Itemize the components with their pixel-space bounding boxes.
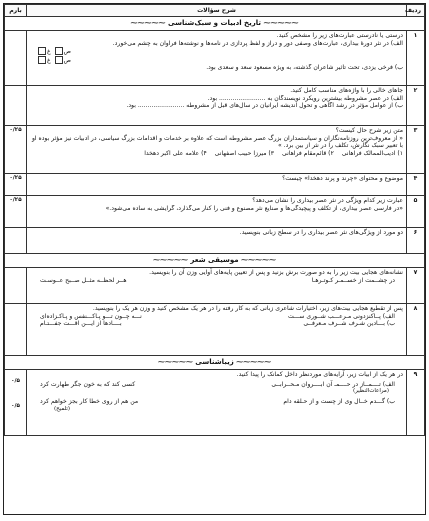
choices [30, 150, 403, 158]
verse-label: الف) [382, 380, 395, 388]
question-row [5, 174, 425, 196]
section-row: ⁓⁓⁓⁓⁓ تاریخ ادبیات و سبک‌شناسی ⁓⁓⁓⁓⁓ [5, 17, 425, 31]
false-checkbox[interactable] [38, 56, 46, 64]
section-title-literature: تاریخ ادبیات و سبک‌شناسی [167, 19, 261, 28]
section-title-prosody: موسیقی شعر [190, 256, 239, 265]
verse-left: کسی کند که به خون جگر طهارت کرد [40, 380, 136, 388]
device-tag: (تلمیح) [54, 405, 71, 412]
question-number: ۸ [407, 304, 425, 356]
statement-b: ب) فرخی یزدی، تحت تأثیر شاعران گذشته، به ویژه مسعود سعد و سعدی بود. [206, 64, 403, 72]
blank-a: الف) در عصر مشروطه بیشترین رویکرد نویسندگان به ........................ بود. [207, 94, 403, 102]
question-text: متن زیر شرح حال کیست؟ [335, 127, 403, 134]
true-label: ص [63, 56, 71, 64]
true-checkbox[interactable] [55, 56, 63, 64]
question-text: پس از تقطیع هجایی بیت‌های زیر، اختیارات شاعری زبانی که به کار رفته را در هر یک مشخص کنید و وزن هر یک را بنویسید. [92, 305, 403, 312]
question-number: ۵ [407, 196, 425, 228]
blank-b: ب) از عوامل مؤثر در رشد آگاهی و تحول اندیشه ایرانیان در سال‌های قبل از مشروطه ........................ بود. [126, 102, 403, 110]
section-title-aesthetics: زیباشناسی [195, 358, 234, 367]
verse-right: در چشــمت از خســمـر کـوتـرهـا [311, 276, 395, 284]
question-score: ۰/۲۵ [5, 126, 27, 174]
question-number: ۳ [407, 126, 425, 174]
verse-right: بـــادین شـرف شــرف مـعرفــی [303, 320, 385, 328]
question-row [5, 304, 425, 356]
verse-right: گـــدم خــال وی از چست و از حـلقه دام [283, 398, 385, 406]
verse-left: نـــه چــون تـــو پـاکـــنفس و پـاکـزاده‌ای [40, 312, 142, 320]
header-questions: شرح سؤالات [27, 5, 407, 17]
table-header [5, 5, 425, 17]
true-checkbox[interactable] [55, 47, 63, 55]
exam-page [3, 3, 426, 515]
verse-left: بــــادها از ایـــن اقـــت جفـــتـام [40, 320, 122, 328]
question-score: ۰/۲۵ [5, 196, 27, 228]
false-label: غ [47, 56, 51, 64]
question-row [5, 196, 425, 228]
question-text: درستی یا نادرستی عبارت‌های زیر را مشخص کنید. [276, 32, 403, 39]
verse-right: پــاکنزدونی مـرعـــب شــوری ســـت [287, 312, 381, 320]
verse-left: هــر لحظــه مثــل صــبح عــوسـت [40, 276, 127, 284]
question-row [5, 268, 425, 304]
question-score: ۰/۵ [11, 378, 20, 384]
question-number: ۷ [407, 268, 425, 304]
device-tag: (مراعات‌النظیر) [352, 388, 389, 395]
question-score: ۰/۵ [11, 402, 20, 409]
question-row [5, 370, 425, 436]
question-text: جاهای خالی را با واژه‌های مناسب کامل کنید. [290, 87, 403, 94]
question-score: ۰/۲۵ [5, 174, 27, 196]
header-score: بارم [5, 5, 27, 17]
question-quote: « از معروف‌ترین روزنامه‌نگاران و سیاستمداران بزرگ عصر مشروطه است که علاوه بر خدمات و اقدامات بزرگ سیاسی، در ادبیات نیز مؤثر بوده او با تعبیر سبک نگارش، تکلف را در نثر از بین برد. » [31, 134, 403, 150]
choice-2[interactable]: ۲) قائم‌مقام فراهانی [282, 149, 334, 157]
question-number: ۴ [407, 174, 425, 196]
section-row: ⁓⁓⁓⁓⁓ زیباشناسی ⁓⁓⁓⁓⁓ [5, 356, 425, 370]
verse-a [30, 381, 403, 389]
header-row: ردیف [407, 5, 425, 17]
verse [30, 277, 403, 285]
choice-4[interactable]: ۴) علامه علی اکبر دهخدا [144, 149, 207, 157]
verse-label: الف) [382, 312, 395, 320]
question-number: ۶ [407, 228, 425, 254]
question-text: نشانه‌های هجایی بیت زیر را به دو صورت برش بزنید و پس از تعیین پایه‌های آوایی وزن آن را بنویسید. [149, 269, 403, 276]
choice-1[interactable]: ۱) ادیب‌الممالک فراهانی [341, 149, 403, 157]
verse-label: ب) [386, 398, 395, 406]
false-label: غ [47, 48, 51, 56]
statement-a: الف) در نثر دورهٔ بیداری، عبارت‌های وصفی دور و دراز و لفظ پردازی در نامه‌ها و نوشته‌ها فراوان به چشم می‌خورد. [112, 39, 403, 47]
true-false-options [30, 47, 403, 56]
question-text: دو مورد از ویژگی‌های نثر عصر بیداری را در سطح زبانی بنویسید. [239, 229, 403, 236]
question-quote: «در فارسی عصر بیداری، از تکلّف و پیچیدگی‌ها و صنایع نثر مصنوع و فنی را کنار می‌گذارد، گرایشی به ساده می‌شود.» [105, 204, 403, 212]
question-row [5, 86, 425, 126]
question-row [5, 228, 425, 254]
question-row [5, 31, 425, 86]
false-checkbox[interactable] [38, 47, 46, 55]
question-number: ۲ [407, 86, 425, 126]
verse-label: ب) [386, 320, 395, 328]
verse-b [30, 320, 403, 328]
true-label: ص [63, 48, 71, 56]
question-text: عبارت زیر کدام ویژگی در نثر عصر بیداری را نشان می‌دهد؟ [252, 197, 403, 204]
verse-b [30, 398, 403, 406]
choice-3[interactable]: ۳) میرزا حبیب اصفهانی [214, 149, 275, 157]
verse-right: تــــمــاز در حــــمـ آن ابــــروان مـحــرابــی [271, 380, 381, 388]
exam-table [4, 4, 425, 436]
verse-left: من هم از روی خطا کار بجز خواهم کرد [40, 398, 139, 406]
question-row [5, 126, 425, 174]
section-row: ⁓⁓⁓⁓⁓ موسیقی شعر ⁓⁓⁓⁓⁓ [5, 254, 425, 268]
question-number: ۱ [407, 31, 425, 86]
question-text: موضوع و محتوای «چرند و پرند دهخدا» چیست؟ [282, 175, 403, 182]
verse-a [30, 313, 403, 321]
question-number: ۹ [407, 370, 425, 436]
question-text: در هر یک از ابیات زیر، آرایه‌های موردنظر داخل کمانک را پیدا کنید. [236, 371, 403, 378]
